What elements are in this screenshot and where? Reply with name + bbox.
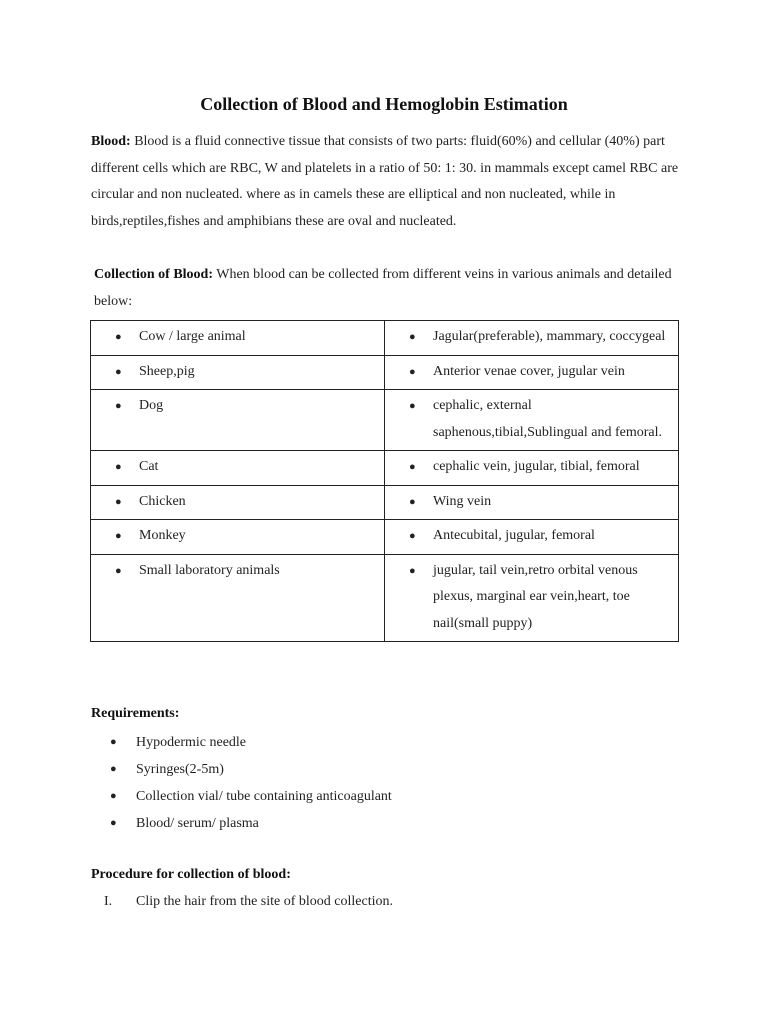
vein-list: Antecubital, jugular, femoral — [433, 528, 595, 543]
bullet-icon: ● — [115, 400, 122, 412]
veins-cell — [385, 520, 679, 555]
table-row — [91, 321, 679, 356]
animal-cell — [91, 485, 385, 520]
animal-cell — [91, 520, 385, 555]
step-text: Clip the hair from the site of blood collection. — [136, 894, 393, 909]
animal-name: Cat — [139, 459, 159, 474]
bullet-icon: ● — [115, 564, 122, 577]
bullet-icon: ● — [409, 461, 416, 473]
veins-cell — [385, 485, 679, 520]
veins-cell — [385, 355, 679, 390]
animal-name: Chicken — [139, 493, 186, 509]
procedure-heading: Procedure for collection of blood: — [91, 867, 291, 882]
list-item — [110, 756, 392, 783]
bullet-icon: ● — [110, 817, 117, 829]
requirement-text: Hypodermic needle — [136, 735, 247, 750]
animal-cell — [91, 451, 385, 486]
vein-list: cephalic vein, jugular, tibial, femoral — [433, 459, 640, 474]
table-row — [91, 520, 679, 555]
list-item — [110, 729, 392, 756]
bullet-icon: ● — [409, 564, 416, 577]
veins-cell — [385, 451, 679, 486]
veins-cell — [385, 390, 679, 451]
veins-cell — [385, 554, 679, 642]
requirement-text: Syringes(2-5m) — [136, 762, 224, 777]
bullet-icon: ● — [110, 790, 117, 802]
vein-list: Wing vein — [433, 493, 492, 509]
bullet-icon: ● — [409, 495, 416, 508]
animal-name: Dog — [139, 398, 164, 413]
collection-text: When blood can be collected from different veins in various animals and detailed below: — [94, 267, 672, 309]
requirements-heading: Requirements: — [91, 706, 180, 721]
veins-cell — [385, 321, 679, 356]
vein-list: Jagular(preferable), mammary, coccygeal — [433, 329, 666, 344]
bullet-icon: ● — [115, 530, 122, 542]
animal-name: Small laboratory animals — [139, 562, 280, 578]
blood-paragraph — [91, 129, 681, 235]
step-number: I. — [104, 894, 113, 909]
page-title: Collection of Blood and Hemoglobin Estimation — [200, 94, 568, 114]
procedure-step — [104, 894, 393, 910]
table-row — [91, 554, 679, 642]
table-row — [91, 355, 679, 390]
bullet-icon: ● — [409, 530, 416, 542]
animal-name: Cow / large animal — [139, 329, 246, 344]
bullet-icon: ● — [409, 400, 416, 412]
animal-cell — [91, 321, 385, 356]
requirements-list — [110, 729, 392, 837]
requirement-text: Collection vial/ tube containing anticoagulant — [136, 789, 392, 804]
collection-label: Collection of Blood: — [94, 267, 213, 282]
animal-cell — [91, 554, 385, 642]
blood-text: Blood is a fluid connective tissue that consists of two parts: fluid(60%) and cellular (40%) part different cells which are RBC, W and platelets in a ratio of 50: 1: 30. in mammals except camel RBC are circular and non nucleated. where as in camels these are elliptical and non nucleated, while in birds,reptiles,fishes and amphibians these are oval and nucleated. — [91, 134, 679, 229]
bullet-icon: ● — [110, 763, 117, 775]
bullet-icon: ● — [115, 331, 122, 343]
list-item — [110, 810, 392, 837]
animal-cell — [91, 390, 385, 451]
animal-cell — [91, 355, 385, 390]
bullet-icon: ● — [115, 461, 122, 473]
vein-list: Anterior venae cover, jugular vein — [433, 363, 625, 379]
animal-name: Sheep,pig — [139, 363, 195, 379]
bullet-icon: ● — [409, 365, 416, 378]
bullet-icon: ● — [409, 331, 416, 343]
bullet-icon: ● — [115, 365, 122, 378]
requirement-text: Blood/ serum/ plasma — [136, 816, 259, 831]
blood-label: Blood: — [91, 134, 131, 149]
collection-paragraph — [94, 262, 684, 315]
animal-name: Monkey — [139, 528, 186, 543]
veins-table — [90, 320, 679, 642]
list-item — [110, 783, 392, 810]
bullet-icon: ● — [110, 736, 117, 748]
table-row — [91, 390, 679, 451]
vein-list: jugular, tail vein,retro orbital venous plexus, marginal ear vein,heart, toe nail(small puppy) — [433, 562, 638, 631]
table-row — [91, 485, 679, 520]
bullet-icon: ● — [115, 495, 122, 508]
table-row — [91, 451, 679, 486]
vein-list: cephalic, external saphenous,tibial,Sublingual and femoral. — [433, 398, 663, 440]
